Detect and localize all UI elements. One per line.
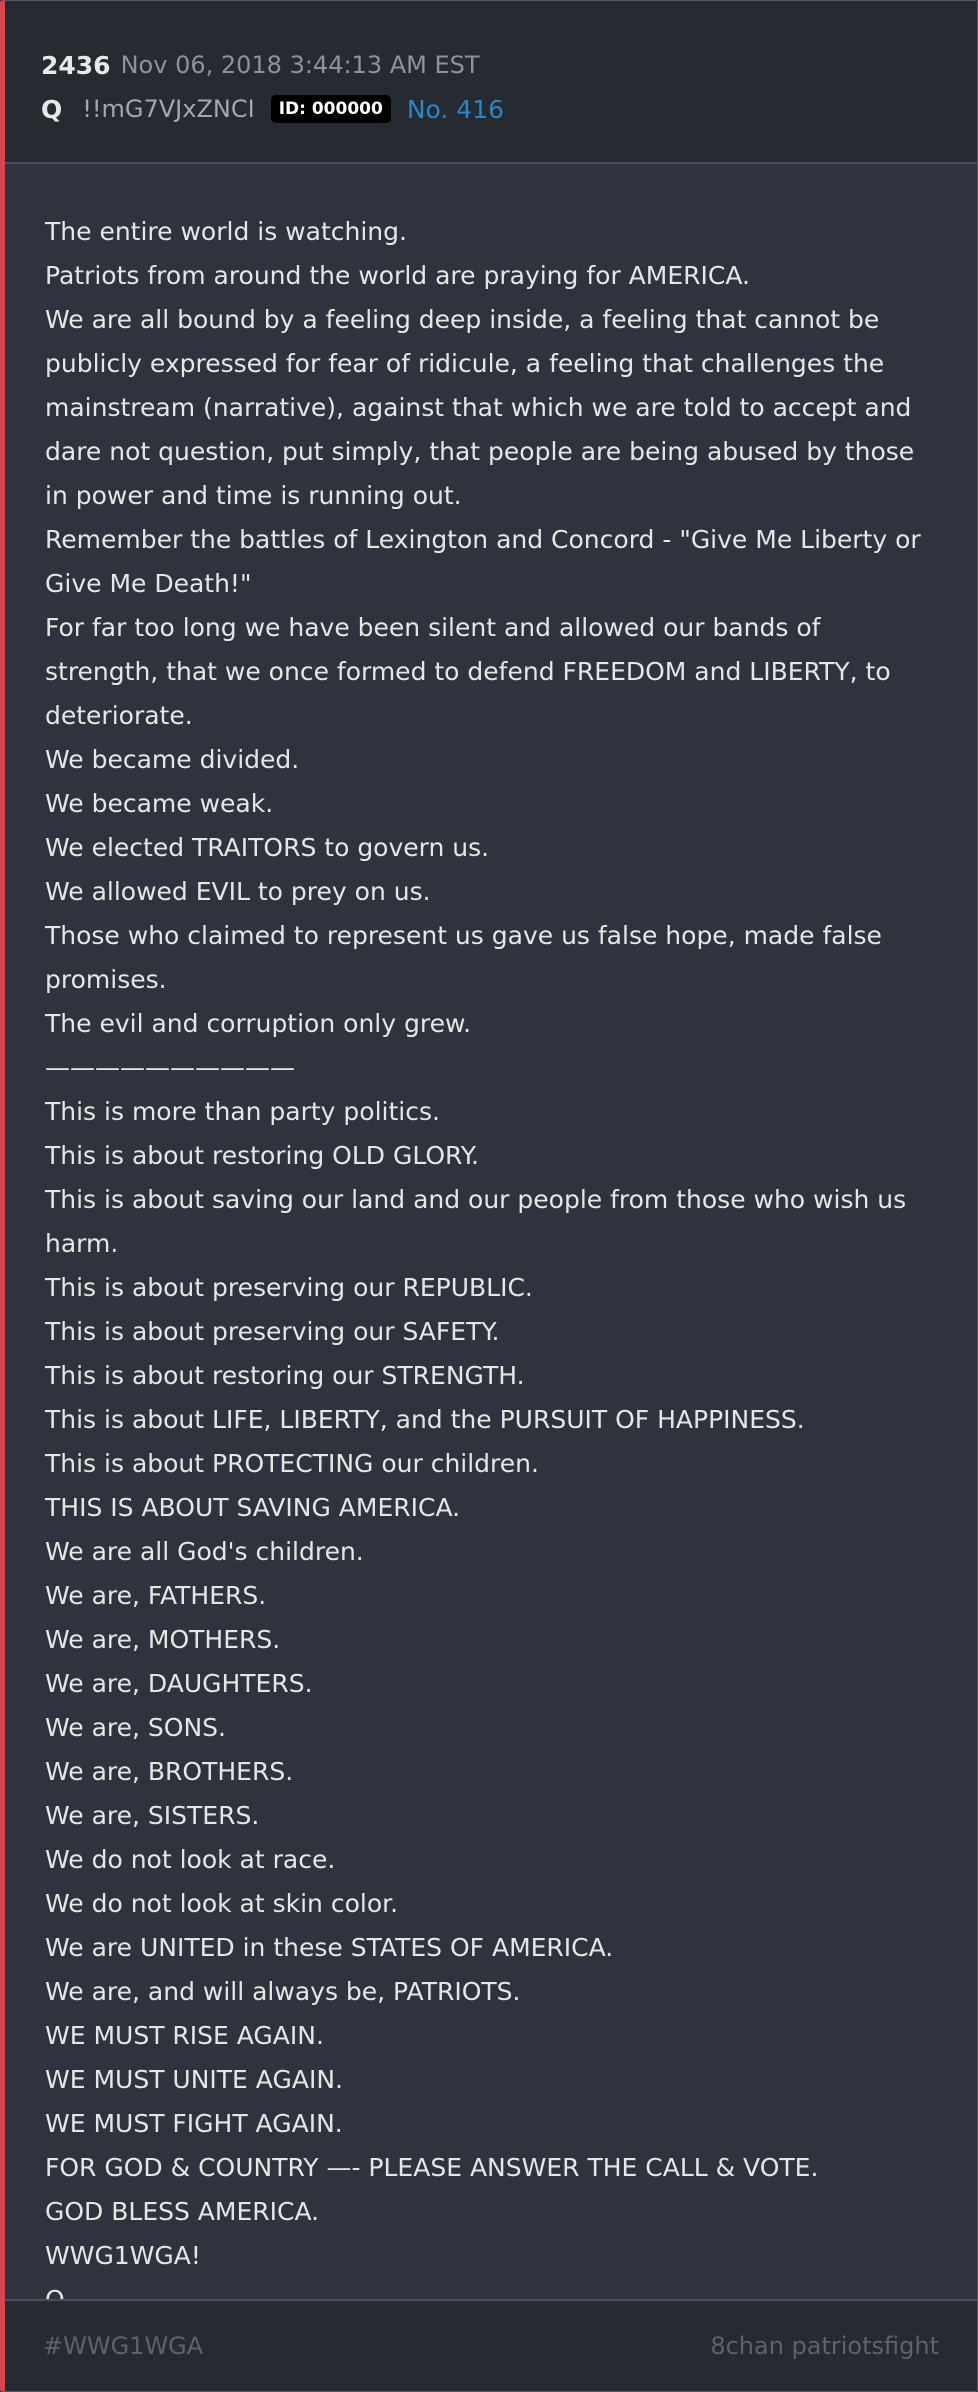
message-line: THIS IS ABOUT SAVING AMERICA. <box>45 1493 461 1522</box>
message-line: We are all God's children. <box>45 1537 364 1566</box>
message-line: This is about saving our land and our people from those who wish us harm. <box>45 1185 907 1258</box>
message-line: Those who claimed to represent us gave us false hope, made false promises. <box>45 921 882 994</box>
message-line: This is about PROTECTING our children. <box>45 1449 539 1478</box>
message-line: We are, DAUGHTERS. <box>45 1669 313 1698</box>
message-line: We are all bound by a feeling deep inside, a feeling that cannot be publicly expressed for fear of ridicule, a feeling that challenges the mainstream (narrative), against that which we are told to accept and dare not question, put simply, that people are being abused by those in power and time is running out. <box>45 305 915 510</box>
message-line: FOR GOD & COUNTRY —- PLEASE ANSWER THE CALL & VOTE. <box>45 2153 819 2182</box>
message-line: We became weak. <box>45 789 274 818</box>
message-line: GOD BLESS AMERICA. <box>45 2197 320 2226</box>
message-line: We are, MOTHERS. <box>45 1625 281 1654</box>
id-badge: ID: 000000 <box>271 95 391 123</box>
message-line: For far too long we have been silent and allowed our bands of strength, that we once formed to defend FREEDOM and LIBERTY, to deteriorate. <box>45 613 891 730</box>
post-header <box>5 1 977 164</box>
author-tripcode: !!mG7VJxZNCI <box>82 95 255 123</box>
post-footer <box>5 2299 977 2391</box>
message-line: Patriots from around the world are praying for AMERICA. <box>45 261 750 290</box>
message-line: We are, FATHERS. <box>45 1581 267 1610</box>
message-line: We allowed EVIL to prey on us. <box>45 877 431 906</box>
message-line: We are, SONS. <box>45 1713 226 1742</box>
message-line: —————————— <box>45 1053 295 1082</box>
post-message <box>45 210 937 2322</box>
message-line: WE MUST FIGHT AGAIN. <box>45 2109 343 2138</box>
message-line: This is about preserving our REPUBLIC. <box>45 1273 533 1302</box>
post-meta-line <box>41 45 977 85</box>
post-timestamp: Nov 06, 2018 3:44:13 AM EST <box>120 51 480 79</box>
author-line <box>41 89 977 129</box>
post-number-link[interactable]: No. 416 <box>406 94 504 124</box>
message-line: This is about restoring OLD GLORY. <box>45 1141 479 1170</box>
post-body <box>5 164 977 2299</box>
message-line: We are, and will always be, PATRIOTS. <box>45 1977 521 2006</box>
message-line: We are UNITED in these STATES OF AMERICA. <box>45 1933 614 1962</box>
message-line: We do not look at skin color. <box>45 1889 399 1918</box>
message-line: We elected TRAITORS to govern us. <box>45 833 490 862</box>
message-line: WWG1WGA! <box>45 2241 201 2270</box>
message-line: This is more than party politics. <box>45 1097 440 1126</box>
post-number: 2436 <box>41 50 111 80</box>
author-name: Q <box>41 94 63 124</box>
message-line: We do not look at race. <box>45 1845 336 1874</box>
message-line: We are, BROTHERS. <box>45 1757 294 1786</box>
message-line: Remember the battles of Lexington and Concord - "Give Me Liberty or Give Me Death!" <box>45 525 921 598</box>
message-line: This is about preserving our SAFETY. <box>45 1317 500 1346</box>
message-line: We are, SISTERS. <box>45 1801 260 1830</box>
hashtag-link[interactable]: #WWG1WGA <box>43 2332 204 2360</box>
message-line: The evil and corruption only grew. <box>45 1009 472 1038</box>
message-line: The entire world is watching. <box>45 217 407 246</box>
message-line: This is about LIFE, LIBERTY, and the PURSUIT OF HAPPINESS. <box>45 1405 805 1434</box>
message-line: WE MUST RISE AGAIN. <box>45 2021 324 2050</box>
source-board-link[interactable]: 8chan patriotsfight <box>710 2332 939 2360</box>
message-line: This is about restoring our STRENGTH. <box>45 1361 525 1390</box>
message-line: WE MUST UNITE AGAIN. <box>45 2065 343 2094</box>
message-line: We became divided. <box>45 745 300 774</box>
